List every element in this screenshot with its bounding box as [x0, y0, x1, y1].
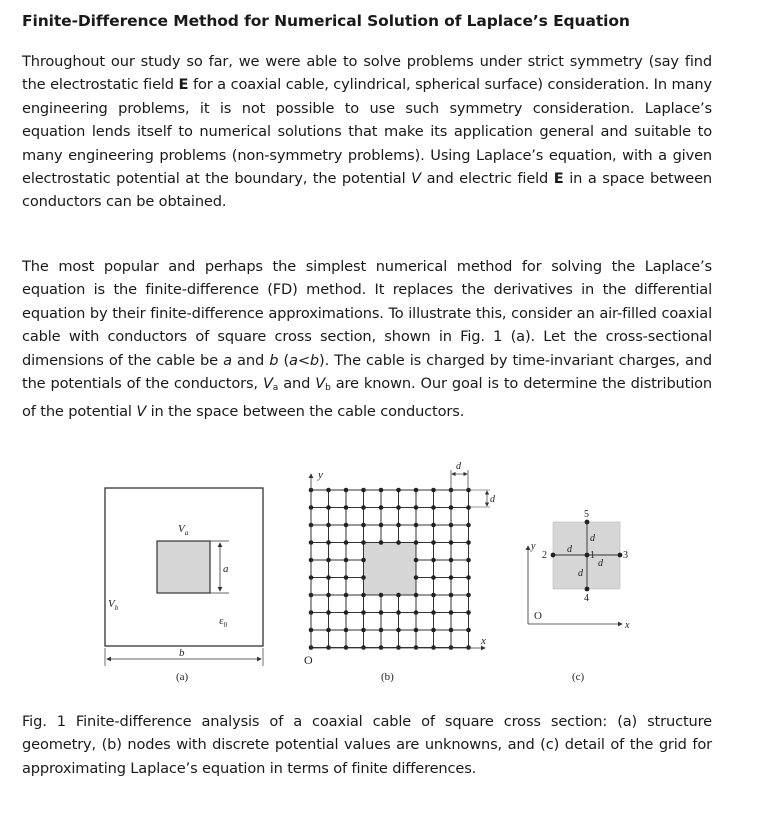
grid-node [414, 523, 419, 528]
grid-node [361, 505, 366, 510]
grid-node [396, 593, 401, 598]
spacing-d-label: d [598, 558, 603, 569]
text-span: Throughout our study so far, we were able to solve problems under strict symmetry (say find the electrostatic field [22, 53, 712, 94]
grid-node [379, 610, 384, 615]
grid-node [379, 645, 384, 650]
text-span: in the space between the cable conductors. [146, 403, 465, 421]
grid-node [396, 523, 401, 528]
paragraph-fd-method [22, 255, 712, 424]
symbol-b: b [269, 351, 279, 369]
spacing-d-label: d [578, 568, 583, 579]
grid-node [449, 593, 454, 598]
text-span: and [278, 375, 316, 393]
grid-node [396, 645, 401, 650]
node-2 [551, 553, 556, 558]
symbol-a: a [289, 351, 298, 369]
grid-node [396, 505, 401, 510]
grid-node [344, 610, 349, 615]
grid-node [396, 610, 401, 615]
node-4 [585, 587, 590, 592]
text-span: ). The cable is charged by time-invariant charges, and the potentials of the conductors, [22, 351, 712, 393]
figure-b-grid [309, 488, 471, 650]
dimension-b-label: b [179, 647, 185, 659]
figure-a-label: (a) [176, 671, 189, 683]
grid-node [326, 523, 331, 528]
grid-node [379, 488, 384, 493]
grid-node [361, 575, 366, 580]
text-span: and [231, 351, 270, 369]
y-axis-label: y [531, 541, 536, 552]
label-epsilon0: $\varepsilon_0$ [219, 615, 228, 629]
node-1 [585, 553, 590, 558]
grid-node [396, 488, 401, 493]
figure-c-label: (c) [572, 671, 585, 683]
grid-node [414, 593, 419, 598]
grid-node [449, 628, 454, 633]
inner-conductor [157, 541, 210, 593]
spacing-d-label: d [567, 544, 572, 555]
text-span: for a coaxial cable, cylindrical, spherical surface) consideration. In many engineering problems, it is not possible to use such symmetry consideration. Laplace’s equation lends itself to numerical solutions that make its application general and suitable to many engineering problems (non-symmetry problems). Using Laplace’s equation, with a given electrostatic potential at the boundary, the potential [22, 76, 712, 188]
grid-node [431, 610, 436, 615]
grid-node [326, 505, 331, 510]
grid-node [466, 505, 471, 510]
grid-node [466, 593, 471, 598]
grid-node [379, 628, 384, 633]
label-Va: $V_a$ [178, 523, 189, 537]
grid-node [466, 558, 471, 563]
grid-node [431, 558, 436, 563]
figure-caption: Fig. 1 Finite-difference analysis of a coaxial cable of square cross section: (a) structure geometry, (b) nodes with discrete potential values are unknowns, and (c) detail of the grid for approximating Laplace’s equation in terms of finite differences. [22, 713, 712, 777]
symbol-V: V [411, 170, 421, 188]
grid-node [344, 593, 349, 598]
grid-node [379, 593, 384, 598]
grid-node [344, 505, 349, 510]
grid-node [414, 645, 419, 650]
grid-node [326, 540, 331, 545]
spacing-d-label: d [590, 533, 595, 544]
grid-node [396, 540, 401, 545]
symbol-a: a [223, 351, 232, 369]
grid-node [326, 628, 331, 633]
symbol-Va: V [262, 375, 273, 393]
grid-node [466, 540, 471, 545]
grid-node [466, 645, 471, 650]
grid-node [431, 505, 436, 510]
symbol-E: E [553, 170, 564, 188]
grid-node [326, 488, 331, 493]
subscript-a: a [272, 383, 279, 394]
y-axis-label: y [318, 469, 323, 481]
page-title: Finite-Difference Method for Numerical Solution of Laplace’s Equation [22, 12, 630, 30]
spacing-d-label-h: d [456, 461, 461, 472]
grid-node [414, 505, 419, 510]
node-5 [585, 520, 590, 525]
figure-c-detail [528, 509, 630, 683]
grid-node [361, 593, 366, 598]
label-Vb: $V_b$ [108, 598, 119, 612]
node-4-label: 4 [584, 593, 589, 604]
grid-node [449, 523, 454, 528]
grid-node [344, 628, 349, 633]
paragraph-intro [22, 50, 712, 214]
grid-node [326, 610, 331, 615]
grid-node [361, 628, 366, 633]
grid-node [379, 540, 384, 545]
dimension-a-label: a [223, 563, 229, 575]
text-span: are known. Our goal is to determine the distribution of the potential [22, 375, 713, 421]
grid-node [449, 540, 454, 545]
grid-node [431, 540, 436, 545]
symbol-Vb: V [315, 375, 326, 393]
grid-node [396, 628, 401, 633]
grid-node [361, 488, 366, 493]
grid-node [414, 540, 419, 545]
grid-node [431, 628, 436, 633]
grid-node [326, 575, 331, 580]
grid-node [344, 523, 349, 528]
grid-node [449, 558, 454, 563]
grid-node [466, 628, 471, 633]
grid-node [449, 575, 454, 580]
grid-node [361, 540, 366, 545]
subscript-b: b [325, 383, 331, 394]
grid-node [414, 610, 419, 615]
grid-node [466, 575, 471, 580]
symbol-V: V [136, 403, 147, 421]
symbol-E: E [178, 76, 189, 94]
grid-node [431, 575, 436, 580]
grid-node [344, 645, 349, 650]
grid-node [326, 593, 331, 598]
grid-node [344, 488, 349, 493]
node-3 [618, 553, 623, 558]
node-1-label: 1 [590, 550, 595, 561]
grid-node [414, 558, 419, 563]
x-axis-label: x [625, 620, 630, 631]
figure-1 [0, 450, 759, 700]
text-span: and electric field [420, 170, 554, 188]
grid-node [361, 645, 366, 650]
grid-node [449, 505, 454, 510]
text-span: in a space between conductors can be obtained. [22, 170, 712, 211]
grid-node [414, 488, 419, 493]
grid-node [431, 593, 436, 598]
origin-label: O [304, 653, 313, 667]
grid-node [379, 523, 384, 528]
grid-node [344, 558, 349, 563]
grid-node [361, 558, 366, 563]
inner-conductor [364, 543, 417, 596]
node-3-label: 3 [623, 550, 628, 561]
grid-node [344, 575, 349, 580]
origin-label: O [534, 610, 542, 622]
grid-node [361, 610, 366, 615]
grid-node [466, 523, 471, 528]
figure-a-geometry [105, 488, 263, 683]
symbol-b: b [309, 351, 320, 369]
grid-node [361, 523, 366, 528]
x-axis-label: x [481, 635, 486, 647]
text-span: ( [283, 351, 290, 369]
grid-node [431, 523, 436, 528]
grid-node [414, 575, 419, 580]
figure-b-label: (b) [381, 671, 394, 683]
grid-node [431, 645, 436, 650]
grid-node [449, 645, 454, 650]
grid-node [326, 558, 331, 563]
text-span: < [297, 351, 310, 369]
grid-node [379, 505, 384, 510]
grid-node [431, 488, 436, 493]
text-span: The most popular and perhaps the simplest numerical method for solving the Laplace’s equation is the finite-difference (FD) method. It replaces the derivatives in the differential equation by their finite-difference approximations. To illustrate this, consider an air-filled coaxial cable with conductors of square cross section, shown in Fig. 1 (a). Let the cross-sectional dimensions of the cable be [22, 258, 712, 369]
grid-node [449, 610, 454, 615]
grid-node [326, 645, 331, 650]
node-2-label: 2 [542, 550, 547, 561]
grid-node [414, 628, 419, 633]
node-5-label: 5 [584, 509, 589, 520]
grid-node [466, 610, 471, 615]
grid-node [344, 540, 349, 545]
spacing-d-label-v: d [490, 494, 495, 505]
